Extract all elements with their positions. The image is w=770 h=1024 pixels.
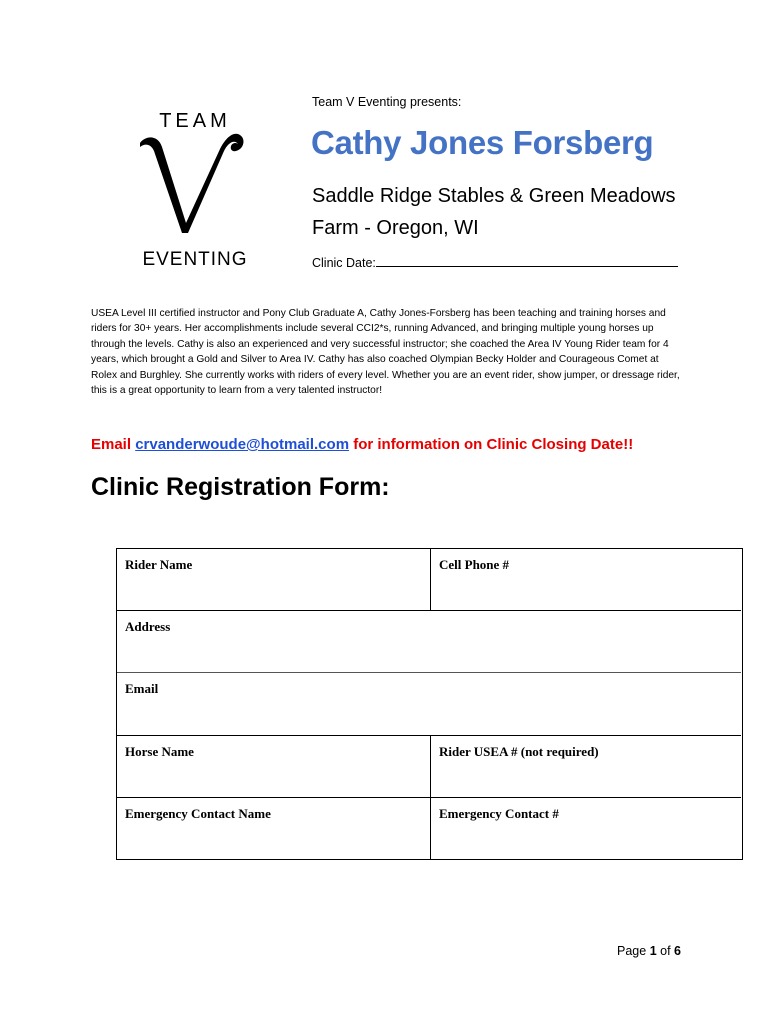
address-label: Address <box>125 619 171 634</box>
clinic-date-label: Clinic Date: <box>312 256 376 270</box>
clinic-date <box>312 255 678 270</box>
rider-usea-label: Rider USEA # (not required) <box>439 744 599 759</box>
page-current: 1 <box>649 944 657 958</box>
email-notice-prefix: Email <box>91 436 136 453</box>
team-v-eventing-logo <box>128 105 263 270</box>
cell-phone-label: Cell Phone # <box>439 557 510 572</box>
horse-name-field[interactable] <box>117 736 430 797</box>
rider-usea-field[interactable] <box>431 736 741 797</box>
address-field[interactable] <box>117 611 741 672</box>
rider-name-field[interactable] <box>117 549 430 610</box>
instructor-bio: USEA Level III certified instructor and Pony Club Graduate A, Cathy Jones-Forsberg has been teaching and training horses and riders for 30+ years. Her accomplishments include several CCI2*s, running Advanced, and bringing multiple young horses up through the levels. Cathy is also an experienced and very successful instructor; she coached the Area IV Young Rider team for 4 years, which brought a Gold and Silver to Area IV. Cathy has also coached Olympian Becky Holder and Courageous Comet at Rolex and Burghley. She currently works with riders of every level. Whether you are an event rider, show jumper, or dressage rider, this is a great opportunity to learn from a very talented instructor! <box>91 308 680 397</box>
emergency-contact-number-field[interactable] <box>431 798 741 858</box>
page-total: 6 <box>674 944 681 958</box>
email-notice <box>91 436 633 453</box>
logo-v-mark <box>140 134 243 233</box>
form-title: Clinic Registration Form: <box>91 473 390 501</box>
email-link[interactable]: crvanderwoude@hotmail.com <box>135 436 350 453</box>
email-field[interactable] <box>117 673 741 735</box>
logo-eventing-text: EVENTING <box>142 249 248 270</box>
email-label: Email <box>125 681 159 696</box>
clinic-date-blank[interactable] <box>376 255 678 267</box>
registration-form-table <box>116 548 743 860</box>
horse-name-label: Horse Name <box>125 744 194 759</box>
logo-team-text: TEAM <box>159 110 231 132</box>
page-title: Cathy Jones Forsberg <box>311 124 654 161</box>
page-number <box>617 944 681 958</box>
venue <box>312 180 712 244</box>
page-label: Page <box>617 944 647 958</box>
email-notice-suffix: for information on Clinic Closing Date!! <box>349 436 634 453</box>
venue-line-2: Farm - Oregon, WI <box>312 217 479 239</box>
presenter-line: Team V Eventing presents: <box>312 95 462 109</box>
page-of: of <box>660 944 671 958</box>
emergency-contact-number-label: Emergency Contact # <box>439 806 559 821</box>
emergency-contact-name-field[interactable] <box>117 798 430 858</box>
logo-graphic <box>128 105 263 270</box>
emergency-contact-name-label: Emergency Contact Name <box>125 806 271 821</box>
rider-name-label: Rider Name <box>125 557 193 572</box>
venue-line-1: Saddle Ridge Stables & Green Meadows <box>312 185 676 207</box>
cell-phone-field[interactable] <box>431 549 741 610</box>
